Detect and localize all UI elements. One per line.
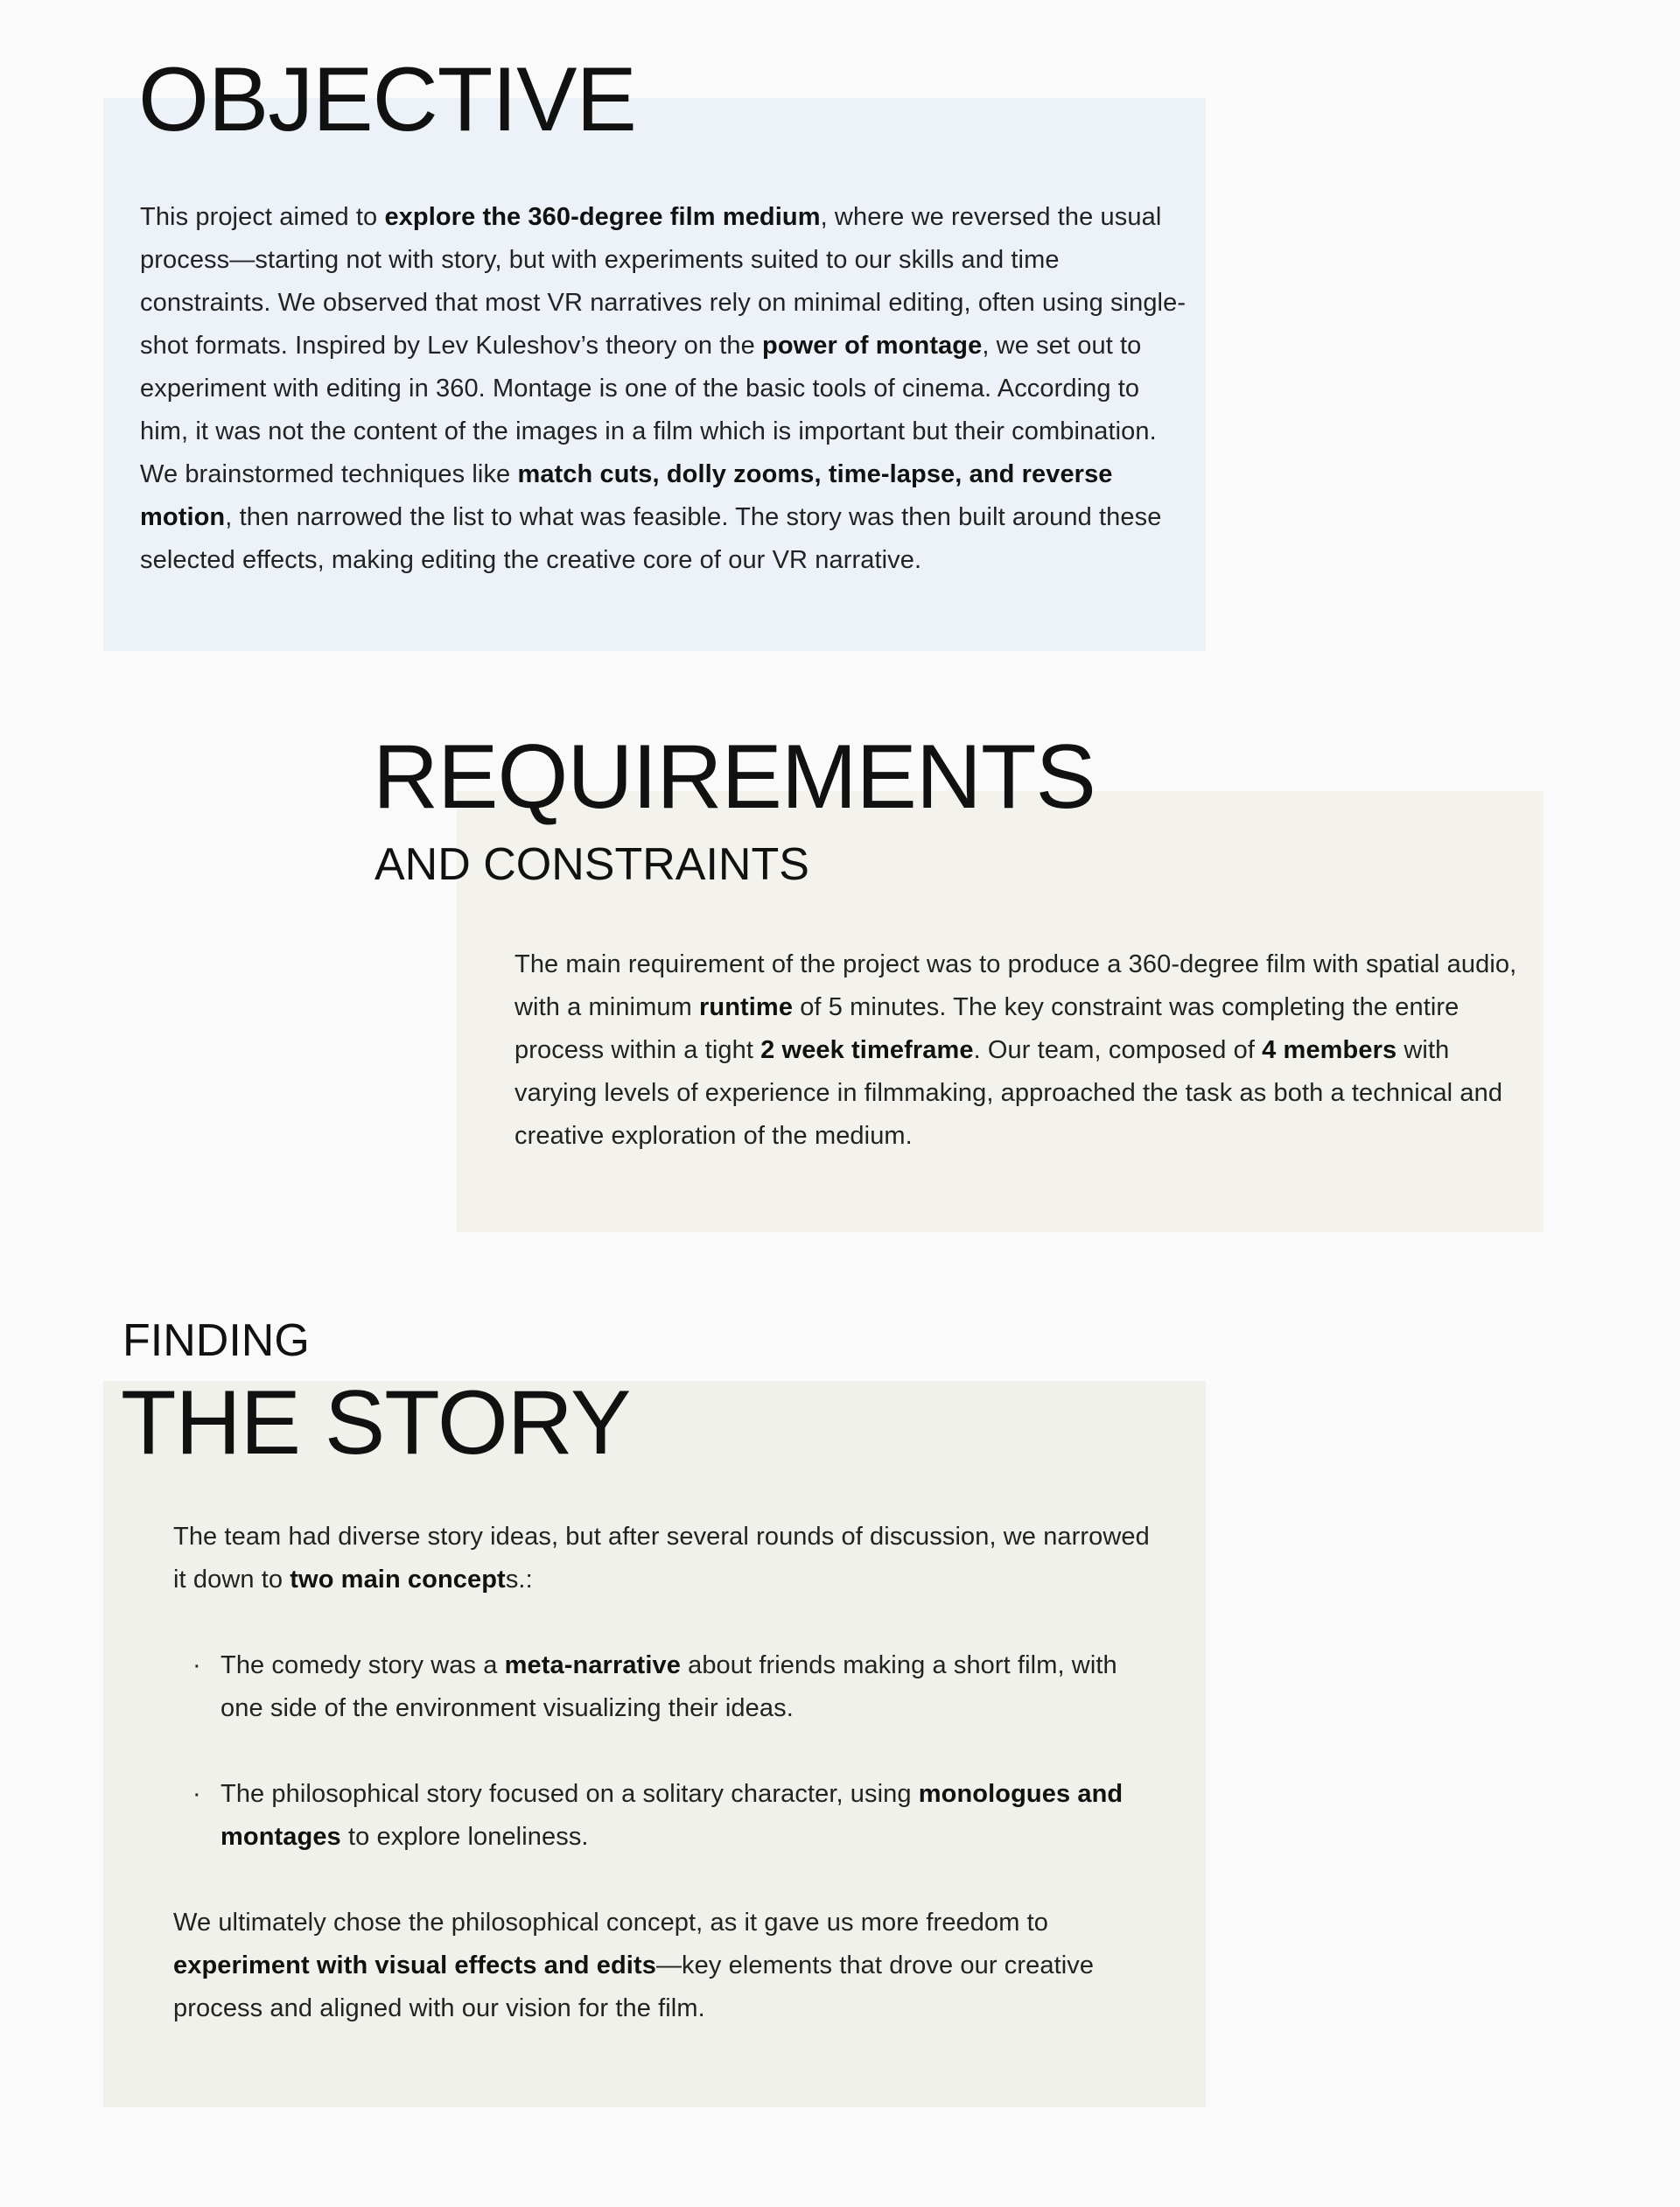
bold-phrase: power of montage xyxy=(762,332,983,360)
requirements-subtitle: AND CONSTRAINTS xyxy=(374,839,809,890)
list-item-text: The philosophical story focused on a solitary character, using monologues and montages to explore loneliness. xyxy=(220,1780,1124,1851)
objective-paragraph: This project aimed to explore the 360-degree film medium, where we reversed the usual process—starting not with story, but with experiments suited to our skills and time constraints. We observed that most VR narratives rely on minimal editing, often using single-shot formats. Inspired by Lev Kuleshov’s theory on the power of montage, we set out to experiment with editing in 360. Montage is one of the basic tools of cinema. According to him, it was not the content of the images in a film which is important but their combination. We brainstormed techniques like match cuts, dolly zooms, time-lapse, and reverse motion, then narrowed the list to what was feasible. The story was then built around these selected effects, making editing the creative core of our VR narrative. xyxy=(140,203,1186,574)
list-item xyxy=(173,1773,1162,1859)
story-title: THE STORY xyxy=(121,1372,631,1474)
story-body xyxy=(173,1516,1162,2030)
objective-title: OBJECTIVE xyxy=(138,49,636,151)
list-item xyxy=(173,1644,1162,1730)
story-conclusion: We ultimately chose the philosophical concept, as it gave us more freedom to experiment with visual effects and edits—key elements that drove our creative process and aligned with our vision for the film. xyxy=(173,1909,1095,2022)
requirements-title: REQUIREMENTS xyxy=(373,726,1096,828)
list-item-text: The comedy story was a meta-narrative about friends making a short film, with one side of the environment visualizing their ideas. xyxy=(220,1651,1117,1722)
bold-phrase: match cuts, dolly zooms, time-lapse, and reverse motion xyxy=(140,460,1113,531)
bullet-icon: · xyxy=(192,1651,201,1679)
requirements-paragraph: The main requirement of the project was to produce a 360-degree film with spatial audio, with a minimum runtime of 5 minutes. The key constraint was completing the entire process within a tight 2 week timeframe. Our team, composed of 4 members with varying levels of experience in filmmaking, approached the task as both a technical and creative exploration of the medium. xyxy=(514,950,1517,1150)
requirements-body xyxy=(514,943,1521,1158)
story-pretitle: FINDING xyxy=(122,1315,310,1366)
bold-phrase: two main concept xyxy=(290,1566,506,1594)
bold-phrase: 2 week timeframe xyxy=(760,1036,974,1064)
bold-phrase: 4 members xyxy=(1262,1036,1397,1064)
objective-body xyxy=(140,196,1190,582)
bullet-icon: · xyxy=(192,1780,201,1808)
bold-phrase: monologues and montages xyxy=(220,1780,1124,1851)
story-intro: The team had diverse story ideas, but after several rounds of discussion, we narrowed it down to two main concepts.: xyxy=(173,1523,1150,1594)
bold-phrase: meta-narrative xyxy=(504,1651,681,1679)
story-concepts-list xyxy=(173,1644,1162,1859)
bold-phrase: explore the 360-degree film medium xyxy=(384,203,821,231)
bold-phrase: runtime xyxy=(699,993,794,1021)
bold-phrase: experiment with visual effects and edits xyxy=(173,1951,656,1979)
